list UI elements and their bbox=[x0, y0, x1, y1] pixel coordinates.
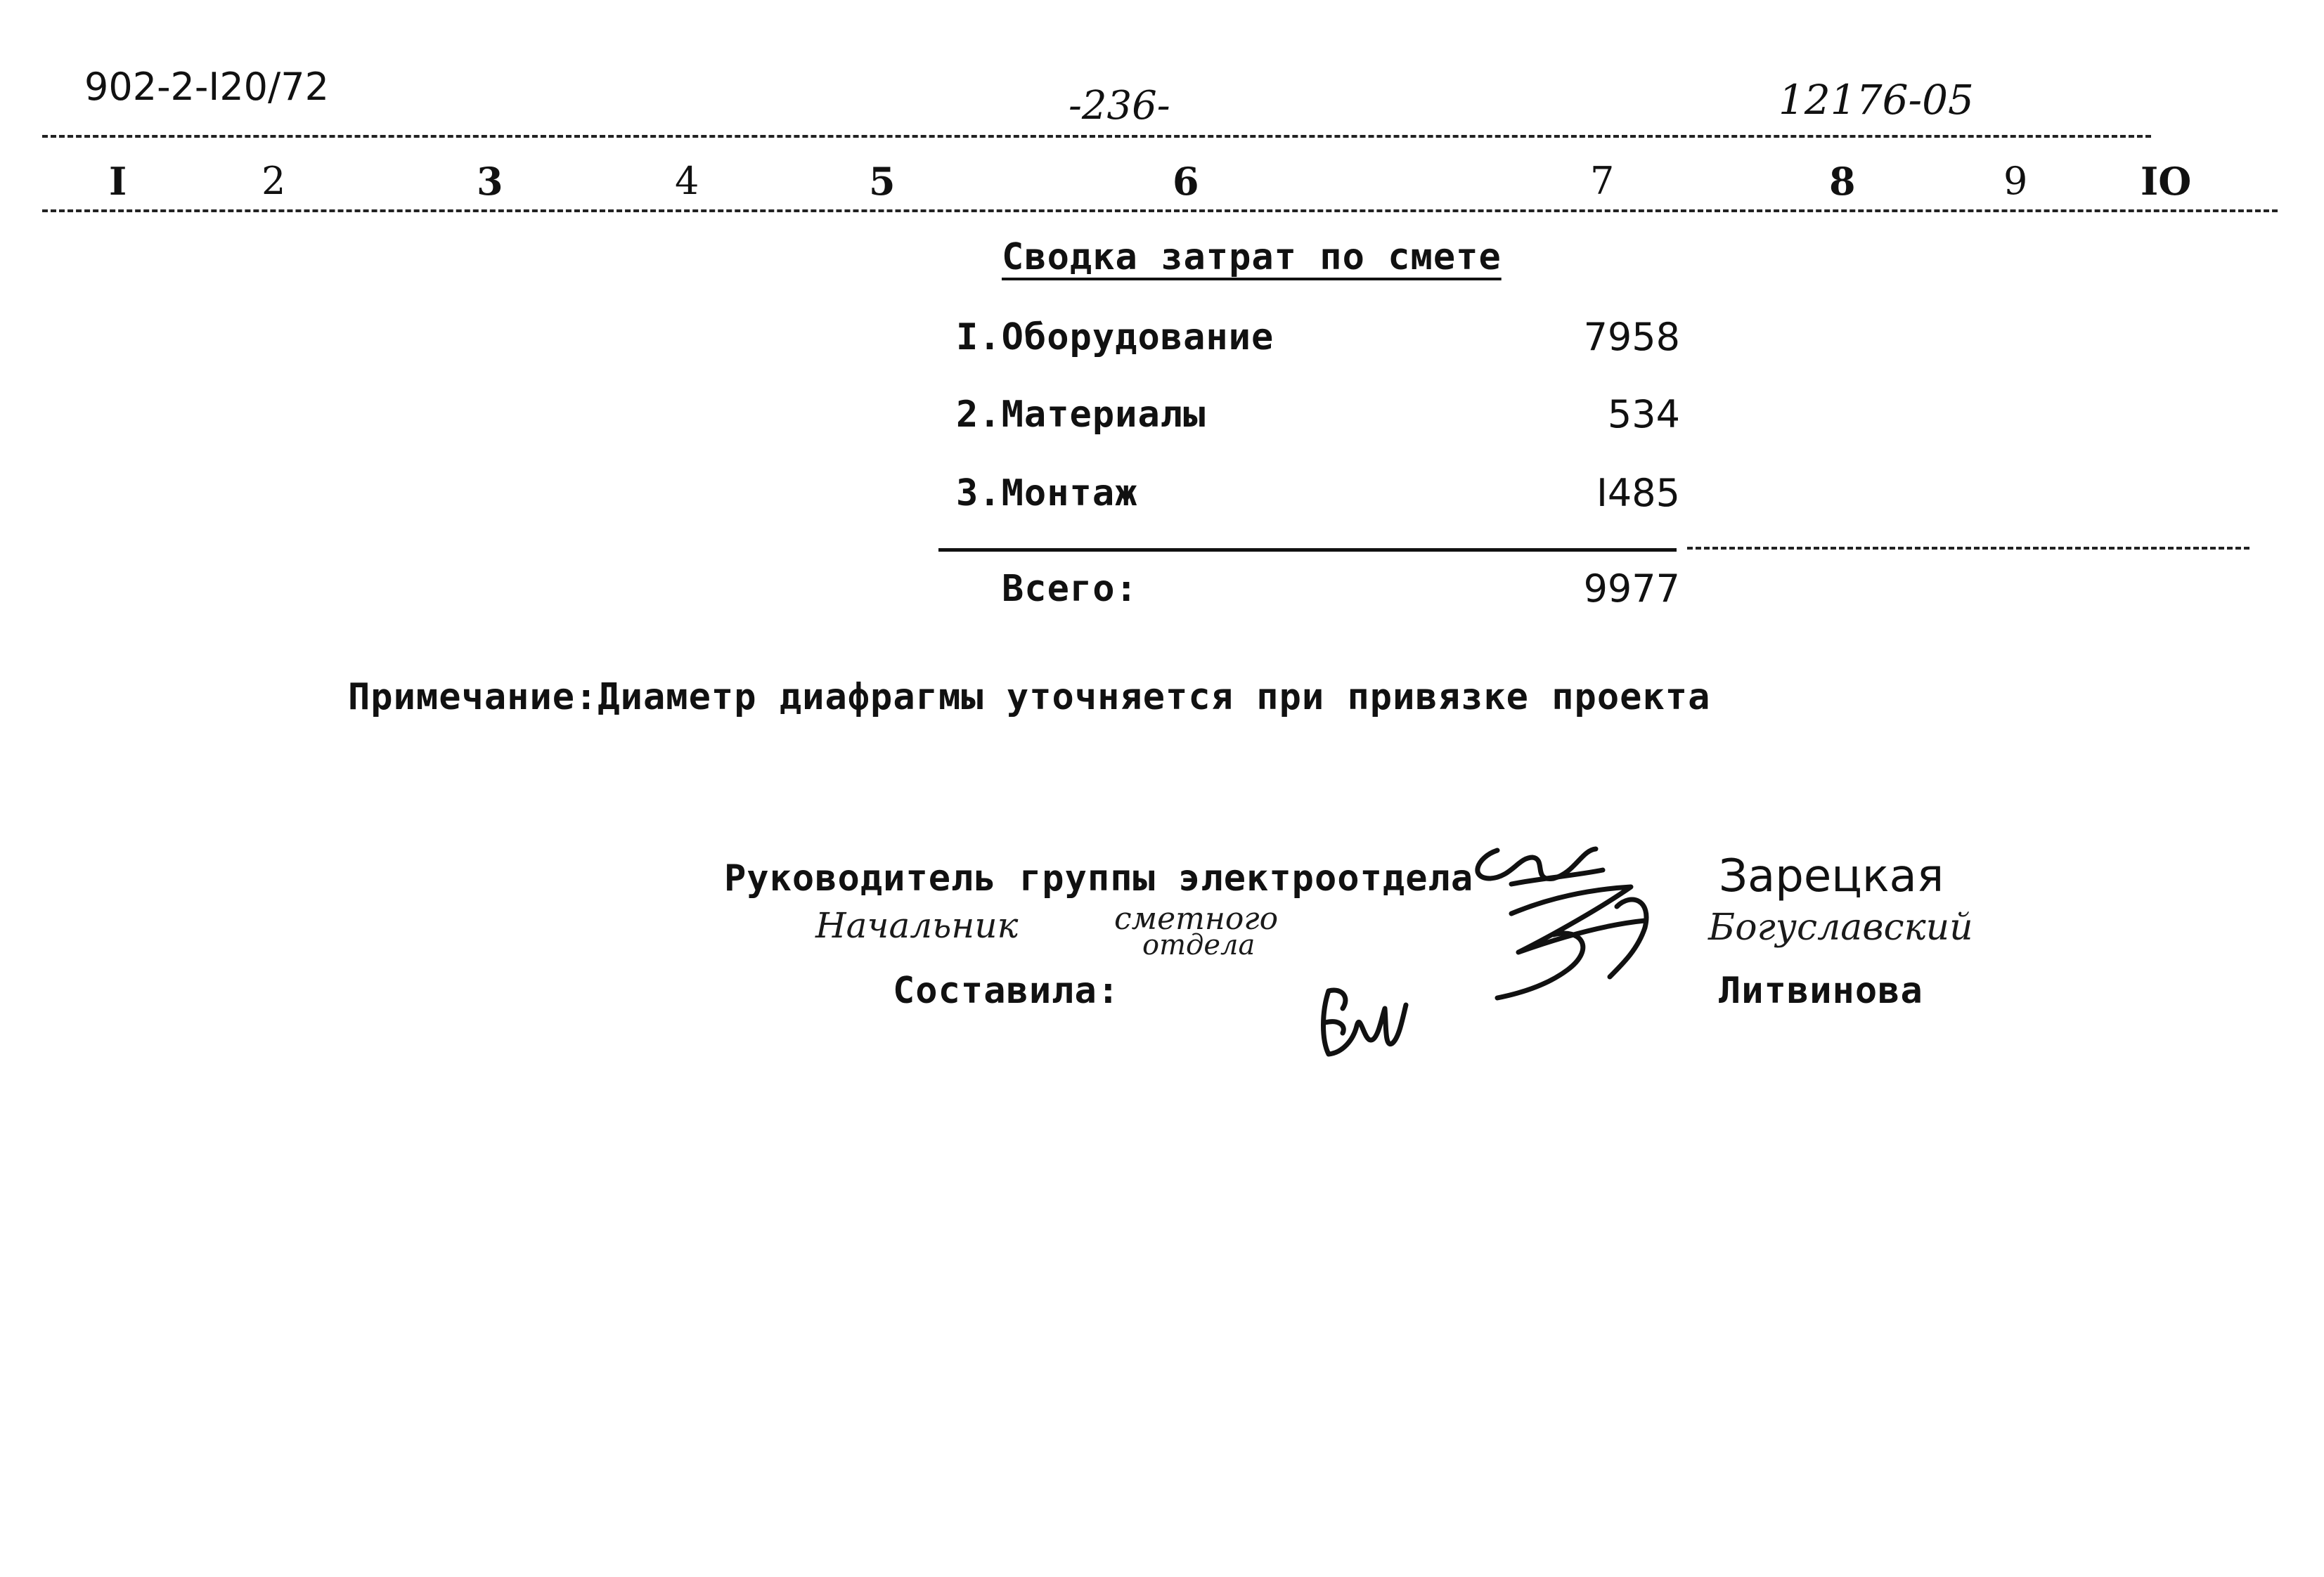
header-rule bbox=[42, 135, 2151, 138]
document-code: 902-2-I20/72 bbox=[84, 65, 329, 109]
column-number: 9 bbox=[2003, 159, 2028, 203]
column-number: I bbox=[109, 159, 127, 204]
signature-stroke bbox=[1610, 900, 1646, 977]
cost-item-value: I485 bbox=[1596, 471, 1680, 515]
handwritten-signatures bbox=[1300, 829, 1694, 1068]
cost-item-value: 534 bbox=[1607, 392, 1680, 436]
compiled-by-name: Литвинова bbox=[1719, 970, 1923, 1012]
column-number: 2 bbox=[262, 159, 286, 203]
archive-number: 12176-05 bbox=[1778, 76, 1974, 124]
signature-stroke bbox=[1511, 870, 1603, 884]
total-label: Всего: bbox=[1002, 568, 1138, 610]
column-number: 5 bbox=[869, 159, 896, 204]
signature-stroke bbox=[1324, 990, 1407, 1054]
column-number: 3 bbox=[477, 159, 503, 204]
page-number: -236- bbox=[1069, 83, 1170, 129]
columns-rule bbox=[42, 209, 2278, 212]
column-number: 6 bbox=[1173, 159, 1199, 204]
total-rule bbox=[938, 548, 1677, 552]
note-text: Примечание:Диаметр диафрагмы уточняется при привязке проекта bbox=[348, 676, 1711, 718]
column-number: 8 bbox=[1829, 159, 1856, 204]
estimator-name: Богуславский bbox=[1708, 907, 1973, 949]
head-of-group-title: Руководитель группы электроотдела bbox=[724, 857, 1474, 900]
cost-item-label: 3.Монтаж bbox=[956, 472, 1138, 514]
estimator-title-dept-2: отдела bbox=[1142, 929, 1255, 961]
cost-item-label: I.Оборудование bbox=[956, 316, 1274, 358]
summary-title: Сводка затрат по смете bbox=[1002, 236, 1502, 278]
estimator-title-dept: сметного bbox=[1114, 901, 1279, 937]
compiled-by-label: Составила: bbox=[893, 970, 1121, 1012]
head-of-group-name: Зарецкая bbox=[1719, 850, 1944, 902]
cost-item-label: 2.Материалы bbox=[956, 394, 1206, 436]
total-value: 9977 bbox=[1583, 566, 1680, 611]
column-number: 7 bbox=[1590, 159, 1615, 203]
column-number: IO bbox=[2141, 159, 2192, 204]
cost-item-value: 7958 bbox=[1583, 315, 1680, 359]
estimator-title: Начальник bbox=[815, 905, 1019, 946]
column-number: 4 bbox=[675, 159, 699, 203]
signature-stroke bbox=[1511, 887, 1645, 952]
total-rule-extension bbox=[1687, 547, 2249, 550]
